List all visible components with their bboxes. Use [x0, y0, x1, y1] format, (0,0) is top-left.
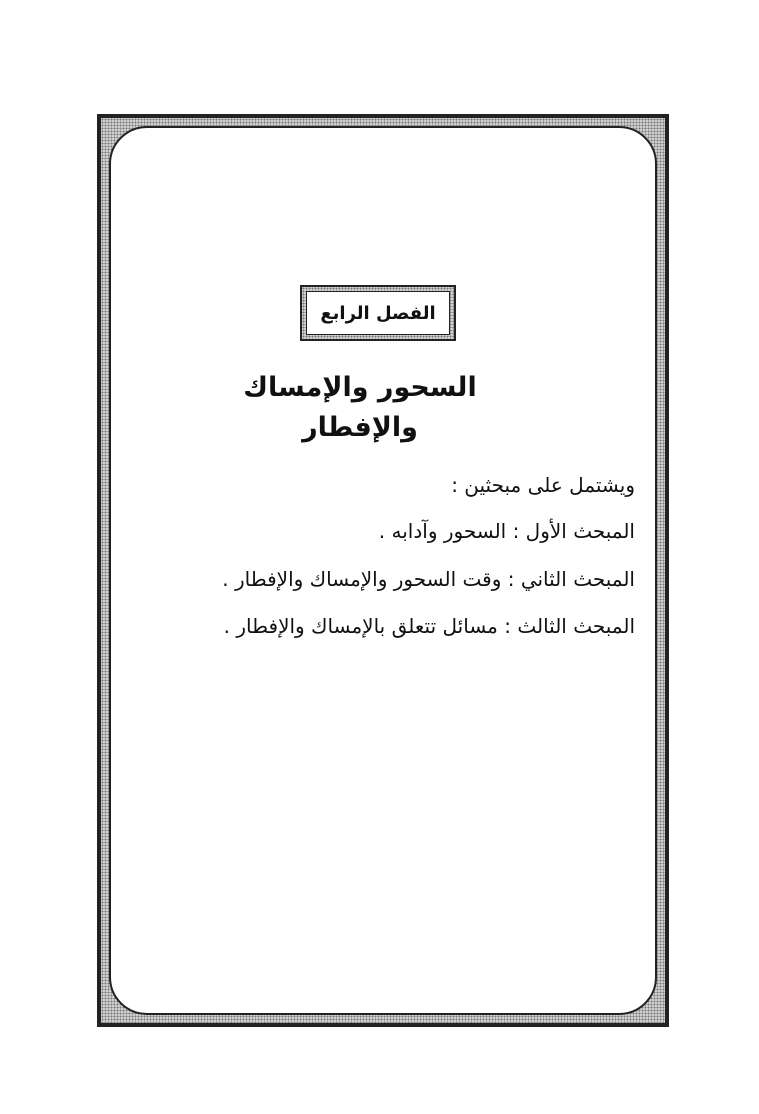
chapter-label: الفصل الرابع	[306, 291, 450, 335]
section-line-2: المبحث الثاني : وقت السحور والإمساك والإفطار .	[222, 567, 635, 591]
chapter-title: السحور والإمساك والإفطار	[243, 372, 477, 443]
chapter-label-box	[300, 285, 456, 341]
section-line-1: المبحث الأول : السحور وآدابه .	[378, 519, 635, 543]
chapter-intro: ويشتمل على مبحثين :	[451, 473, 635, 497]
section-line-3: المبحث الثالث : مسائل تتعلق بالإمساك والإفطار .	[223, 614, 635, 638]
